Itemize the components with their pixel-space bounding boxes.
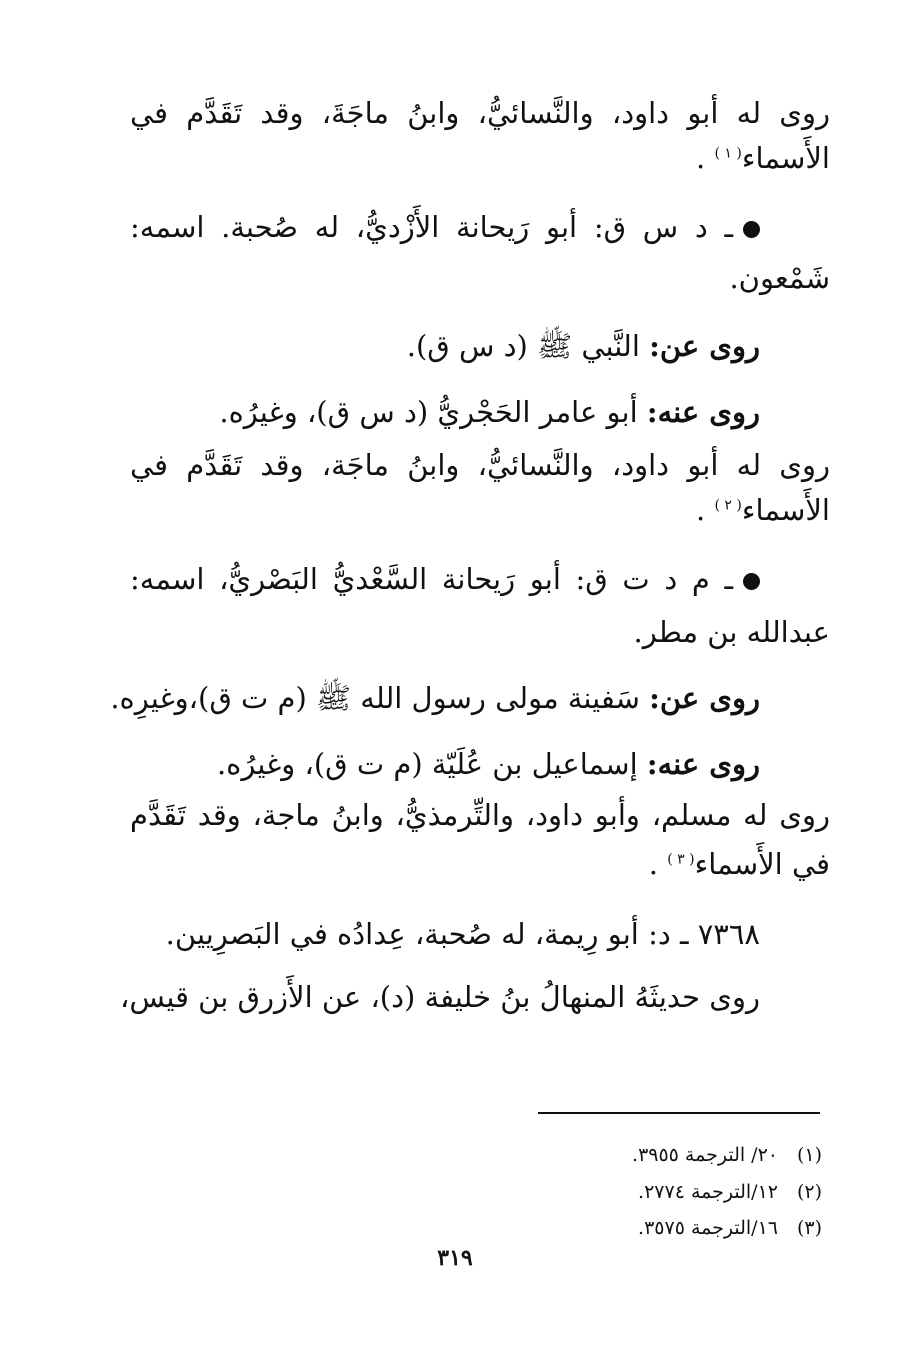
text-line: روى عنه: أبو عامر الحَجْريُّ (د س ق)، وغيرُه. (219, 395, 760, 429)
footnote: (٣)١٦/الترجمة ٣٥٧٥. (638, 1217, 822, 1239)
bullet-icon (743, 221, 760, 238)
footnote-ref: ( ١ ) (714, 145, 742, 162)
footnote: (١)٢٠/ الترجمة ٣٩٥٥. (632, 1144, 822, 1166)
text-line: روى له أبو داود، والنَّسائيُّ، وابنُ ماجَةَ، وقد تَقَدَّم في (130, 96, 830, 130)
text-line: شَمْعون. (729, 261, 830, 295)
text-line: روى حديثَهُ المنهالُ بنُ خليفة (د)، عن الأَزرق بن قيس، (120, 980, 760, 1014)
entry-heading: ـ د س ق: أبو رَيحانة الأَزْديُّ، له صُحبة. اسمه: (130, 212, 760, 244)
text-line: روى عن: سَفينة مولى رسول الله ﷺ (م ت ق)،وغيرِه. (110, 681, 760, 715)
entry-heading: ٧٣٦٨ ـ د: أبو رِيمة، له صُحبة، عِدادُه في البَصرِيين. (165, 917, 760, 951)
text-line: روى عن: النَّبي ﷺ (د س ق). (406, 329, 760, 363)
text-line: روى له مسلم، وأبو داود، والتِّرمذيُّ، وابنُ ماجة، وقد تَقَدَّم (130, 798, 830, 832)
text-line: روى عنه: إسماعيل بن عُلَيّة (م ت ق)، وغيرُه. (216, 747, 760, 781)
page-number: ٣١٩ (437, 1245, 473, 1271)
text-line: روى له أبو داود، والنَّسائيُّ، وابنُ ماجَة، وقد تَقَدَّم في (130, 448, 830, 482)
footnote-divider (538, 1112, 820, 1114)
footnote: (٢)١٢/الترجمة ٢٧٧٤. (638, 1181, 822, 1203)
entry-heading: ـ م د ت ق: أبو رَيحانة السَّعْديُّ البَصْريُّ، اسمه: (130, 564, 760, 596)
bullet-icon (743, 573, 760, 590)
footnote-ref: ( ٢ ) (714, 497, 742, 514)
text-line: الأَسماء$^{( ٢ )}$ . (696, 493, 830, 527)
text-line: في الأَسماء$^{( ٣ )}$ . (648, 847, 830, 881)
text-line: الأَسماء$^{( ١ )}$ . (696, 141, 830, 175)
text-line: عبدالله بن مطر. (633, 615, 830, 649)
footnote-ref: ( ٣ ) (667, 851, 695, 868)
